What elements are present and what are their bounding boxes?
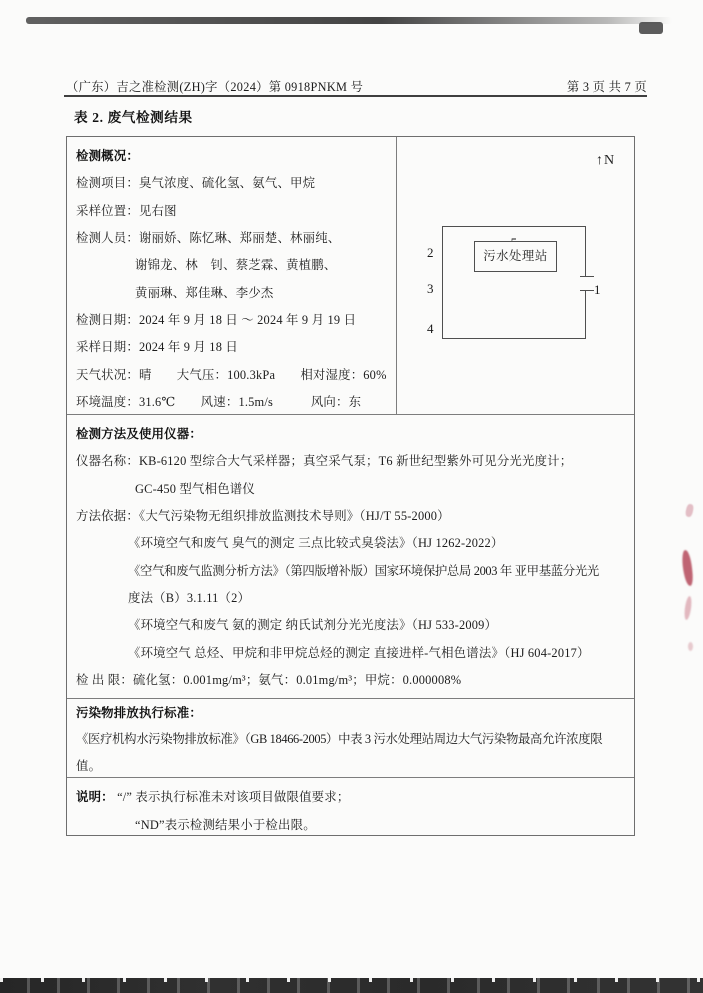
text-line: 《环境空气和废气 臭气的测定 三点比较式臭袋法》（HJ 1262-2022） xyxy=(128,536,504,551)
red-seal-smudge xyxy=(681,550,694,587)
text-line: 检测概况： xyxy=(76,149,139,163)
text-line: 采样位置：见右图 xyxy=(76,203,177,218)
page-header xyxy=(66,77,647,95)
text-line: 仪器名称：KB-6120 型综合大气采样器；真空采气泵；T6 新世纪型紫外可见分光光度计； xyxy=(76,454,573,469)
header-rule xyxy=(64,95,647,97)
overview-section xyxy=(67,137,397,414)
text-line: 污染物排放执行标准： xyxy=(76,706,202,720)
text-line: 度法（B）3.1.11（2） xyxy=(128,591,251,606)
text-line: 采样日期：2024 年 9 月 18 日 xyxy=(76,340,238,355)
text-line: 值。 xyxy=(76,758,102,773)
station-box: 污水处理站 xyxy=(474,241,557,272)
sampling-point-4: 4 xyxy=(427,321,434,336)
text-line: 《环境空气 总烃、甲烷和非甲烷总烃的测定 直接进样-气相色谱法》（HJ 604-2017） xyxy=(128,645,590,660)
text-line: 环境温度：31.6℃ 风速：1.5m/s 风向：东 xyxy=(76,395,362,410)
text-line: 黄丽琳、郑佳琳、李少杰 xyxy=(135,285,274,300)
text-line: 说明： “/” 表示执行标准未对该项目做限值要求； xyxy=(76,790,350,804)
text-line: 谢锦龙、林 钊、蔡芝霖、黄植鹏、 xyxy=(135,258,337,273)
results-table xyxy=(66,136,635,836)
text-line: “ND”表示检测结果小于检出限。 xyxy=(135,818,316,832)
text-line: 《环境空气和废气 氨的测定 纳氏试剂分光光度法》（HJ 533-2009） xyxy=(128,618,498,633)
red-seal-smudge xyxy=(685,503,695,517)
text-line: 方法依据：《大气污染物无组织排放监测技术导则》（HJ/T 55-2000） xyxy=(76,509,450,524)
gate-mark xyxy=(580,276,594,291)
red-seal-smudge xyxy=(688,642,693,651)
text-line: GC-450 型气相色谱仪 xyxy=(135,481,255,496)
scan-top-edge-blob xyxy=(639,22,663,34)
site-diagram xyxy=(397,137,634,414)
page-indicator: 第 3 页 共 7 页 xyxy=(566,80,647,94)
table-title: 表 2. 废气检测结果 xyxy=(74,110,193,125)
standards-section xyxy=(67,699,634,778)
text-line: 天气状况：晴 大气压：100.3kPa 相对湿度：60% xyxy=(76,367,387,382)
text-line: 检测项目：臭气浓度、硫化氢、氨气、甲烷 xyxy=(76,176,316,191)
sampling-point-3: 3 xyxy=(427,281,434,296)
report-number: （广东）吉之准检测(ZH)字（2024）第 0918PNKM 号 xyxy=(66,80,364,94)
text-line: 检测日期：2024 年 9 月 18 日 ～ 2024 年 9 月 19 日 xyxy=(76,313,357,328)
text-line: 《空气和废气监测分析方法》（第四版增补版）国家环境保护总局 2003 年 亚甲基蓝分光光 xyxy=(128,563,599,578)
north-arrow-icon: ↑N xyxy=(596,153,616,168)
text-line: 检测人员：谢丽娇、陈忆琳、郑丽楚、林丽纯、 xyxy=(76,231,341,246)
scan-top-edge xyxy=(26,17,672,24)
sampling-point-1: 1 xyxy=(594,282,601,297)
text-line: 《医疗机构水污染物排放标准》（GB 18466-2005）中表 3 污水处理站周边大气污染物最高允许浓度限 xyxy=(76,732,603,747)
red-seal-smudge xyxy=(683,596,692,621)
sampling-point-2: 2 xyxy=(427,245,434,260)
text-line: 检测方法及使用仪器： xyxy=(76,427,202,441)
text-line: 检 出 限：硫化氢：0.001mg/m³；氨气：0.01mg/m³；甲烷：0.000008% xyxy=(76,673,462,688)
scan-bottom-edge xyxy=(0,978,703,993)
notes-section xyxy=(67,778,634,835)
methods-section xyxy=(67,415,634,699)
overview-row xyxy=(67,137,634,415)
